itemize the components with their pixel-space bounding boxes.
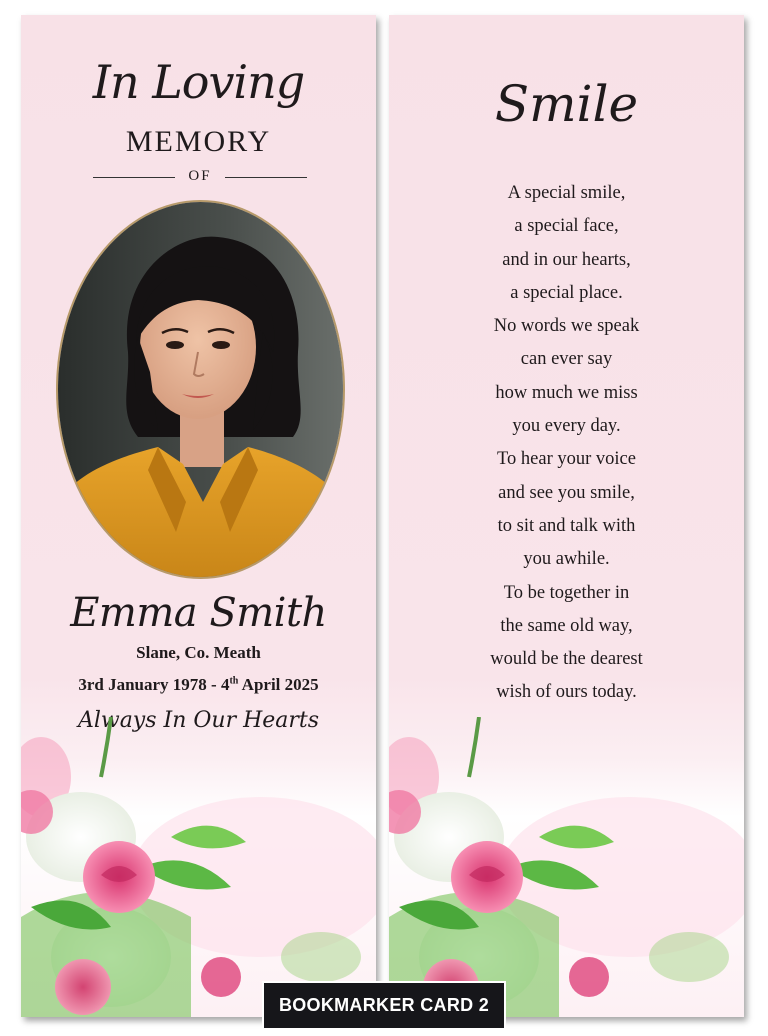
tagline: Always In Our Hearts bbox=[77, 708, 320, 733]
bookmark-back-card bbox=[389, 15, 744, 1017]
poem-line: how much we miss bbox=[495, 382, 638, 403]
poem-line: and in our hearts, bbox=[502, 249, 631, 270]
poem-line: to sit and talk with bbox=[497, 515, 636, 536]
death-day-suffix: th bbox=[229, 675, 239, 687]
heading-of: OF bbox=[188, 168, 212, 184]
poem-line: A special smile, bbox=[507, 183, 626, 203]
poem-line: wish of ours today. bbox=[496, 682, 637, 703]
death-date-rest: April 2025 bbox=[238, 675, 319, 694]
location-text: Slane, Co. Meath bbox=[136, 643, 261, 662]
heading-in-loving: In Loving bbox=[92, 55, 305, 109]
deceased-name: Emma Smith bbox=[70, 590, 327, 636]
poem-line: can ever say bbox=[520, 349, 613, 370]
date-separator: - bbox=[206, 675, 221, 694]
poem-text bbox=[389, 177, 744, 710]
heading-memory: MEMORY bbox=[125, 125, 272, 158]
poem-line: No words we speak bbox=[493, 316, 640, 337]
poem-line: and see you smile, bbox=[498, 482, 635, 503]
poem-line: To hear your voice bbox=[497, 449, 636, 470]
divider-line-right bbox=[225, 177, 307, 178]
product-label-badge: BOOKMARKER CARD 2 bbox=[262, 981, 506, 1030]
heading-of-row bbox=[93, 168, 307, 188]
poem-title: Smile bbox=[494, 75, 639, 133]
poem-line: To be together in bbox=[503, 582, 630, 603]
rose-flower-decoration bbox=[21, 717, 376, 1017]
poem-line: would be the dearest bbox=[490, 649, 643, 670]
rose-flower-decoration bbox=[389, 717, 744, 1017]
poem-line: the same old way, bbox=[500, 615, 633, 636]
poem-line: a special place. bbox=[510, 282, 623, 303]
memorial-portrait-photo bbox=[56, 200, 345, 579]
bookmark-front-card bbox=[21, 15, 376, 1017]
poem-line: you awhile. bbox=[523, 549, 610, 570]
death-day: 4 bbox=[220, 675, 230, 694]
poem-line: a special face, bbox=[514, 216, 619, 237]
life-dates bbox=[21, 675, 376, 695]
poem-line: you every day. bbox=[512, 416, 621, 437]
birth-date: 3rd January 1978 bbox=[78, 675, 207, 694]
